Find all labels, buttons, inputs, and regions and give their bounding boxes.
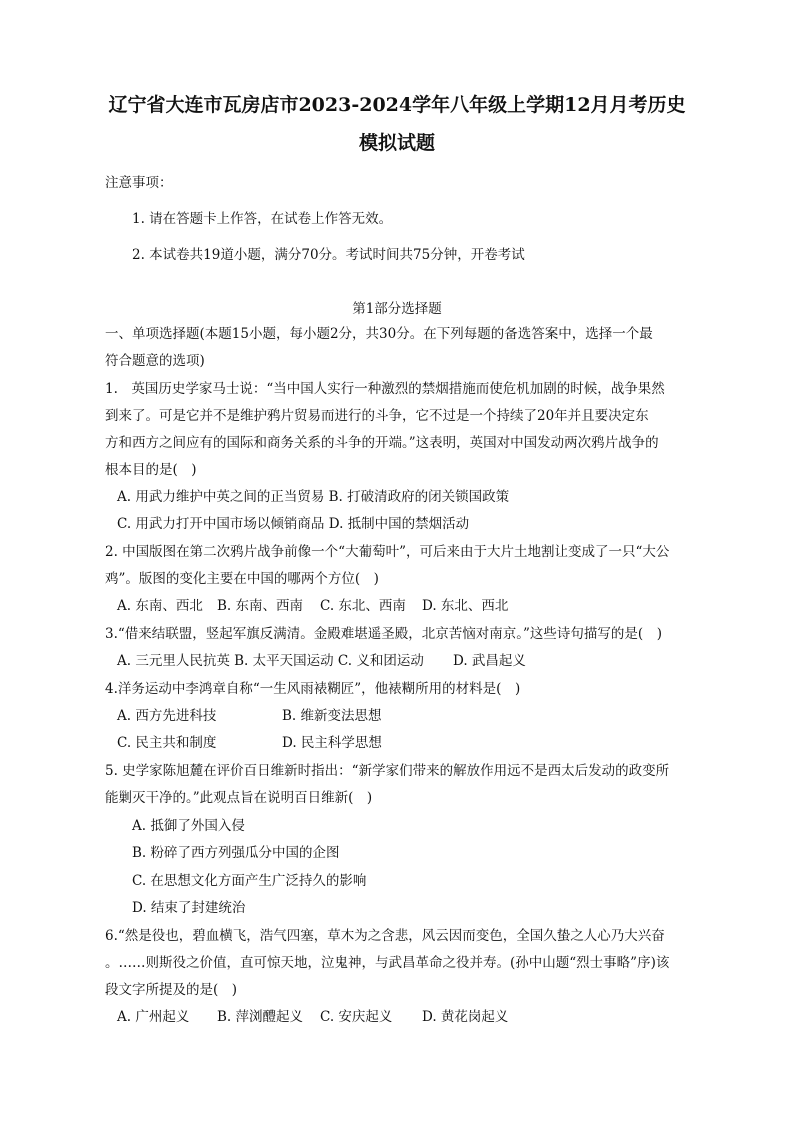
- question-5-stem: 能剿灭干净的。”此观点旨在说明百日维新( ): [105, 790, 373, 806]
- question-2-stem: 鸡”。版图的变化主要在中国的哪两个方位( ): [105, 571, 379, 587]
- question-1-option: C. 用武力打开中国市场以倾销商品 D. 抵制中国的禁烟活动: [117, 516, 470, 532]
- question-1-stem: 方和西方之间应有的国际和商务关系的斗争的开端。”这表明，英国对中国发动两次鸦片战争的: [105, 435, 659, 451]
- question-4-option: C. 民主共和制度: [117, 735, 217, 751]
- section-title: 第1部分选择题: [352, 301, 442, 317]
- question-6-stem: 段文字所提及的是( ): [105, 982, 238, 998]
- notice-heading: 注意事项：: [105, 175, 173, 191]
- question-5-option: B. 粉碎了西方列强瓜分中国的企图: [132, 845, 340, 861]
- question-6-stem: 。……则斯役之价值，直可惊天地，泣鬼神，与武昌革命之役并寿。(孙中山题“烈士事略”序)该: [105, 955, 670, 971]
- question-6-option: B. 萍浏醴起义: [217, 1009, 304, 1025]
- question-6-option: A. 广州起义: [117, 1009, 190, 1025]
- notice-item: 2. 本试卷共19道小题，满分70分。考试时间共75分钟，开卷考试: [132, 247, 525, 263]
- exam-title-line2: 模拟试题: [358, 132, 435, 154]
- notice-item: 1. 请在答题卡上作答，在试卷上作答无效。: [132, 211, 393, 227]
- question-3-option: D. 武昌起义: [453, 653, 526, 669]
- question-1-option: A. 用武力维护中英之间的正当贸易 B. 打破清政府的闭关锁国政策: [117, 489, 510, 505]
- question-4-option: A. 西方先进科技: [117, 708, 217, 724]
- section-intro: 一、单项选择题(本题15小题，每小题2分，共30分。在下列每题的备选答案中，选择一个最: [105, 326, 653, 342]
- question-5-option: A. 抵御了外国入侵: [132, 818, 245, 834]
- exam-title-line1: 辽宁省大连市瓦房店市2023-2024学年八年级上学期12月月考历史: [108, 94, 686, 116]
- question-1-stem: 根本目的是( ): [105, 462, 197, 478]
- question-4-option: B. 维新变法思想: [282, 708, 382, 724]
- question-2-stem: 2. 中国版图在第二次鸦片战争前像一个“大葡萄叶”，可后来由于大片土地割让变成了一只“大公: [105, 544, 670, 560]
- question-3-option: A. 三元里人民抗英 B. 太平天国运动 C. 义和团运动: [117, 653, 424, 669]
- question-2-option: C. 东北、西南: [320, 598, 406, 614]
- question-4-stem: 4.洋务运动中李鸿章自称“一生风雨裱糊匠”，他裱糊所用的材料是( ): [105, 681, 521, 697]
- question-3-stem: 3.“借来结联盟，竖起军旗反满清。金殿难堪遥圣殿，北京苦恼对南京。”这些诗句描写的是( ): [105, 626, 662, 642]
- question-1-stem: 1. 英国历史学家马士说：“当中国人实行一种激烈的禁烟措施而使危机加剧的时候，战争果然: [105, 381, 665, 397]
- question-6-stem: 6.“然是役也，碧血横飞，浩气四塞，草木为之含悲，风云因而变色，全国久蛰之人心乃大兴奋: [105, 928, 665, 944]
- question-6-option: D. 黄花岗起义: [422, 1009, 509, 1025]
- question-2-option: D. 东北、西北: [422, 598, 509, 614]
- question-5-stem: 5. 史学家陈旭麓在评价百日维新时指出：“新学家们带来的解放作用远不是西太后发动的政变所: [105, 763, 670, 779]
- question-4-option: D. 民主科学思想: [282, 735, 382, 751]
- question-6-option: C. 安庆起义: [320, 1009, 393, 1025]
- question-5-option: D. 结束了封建统治: [132, 900, 246, 916]
- question-2-option: A. 东南、西北: [117, 598, 203, 614]
- question-5-option: C. 在思想文化方面产生广泛持久的影响: [132, 873, 367, 889]
- section-intro: 符合题意的选项): [105, 353, 205, 369]
- question-1-stem: 到来了。可是它并不是维护鸦片贸易而进行的斗争，它不过是一个持续了20年并且要决定东: [105, 408, 649, 424]
- question-2-option: B. 东南、西南: [217, 598, 304, 614]
